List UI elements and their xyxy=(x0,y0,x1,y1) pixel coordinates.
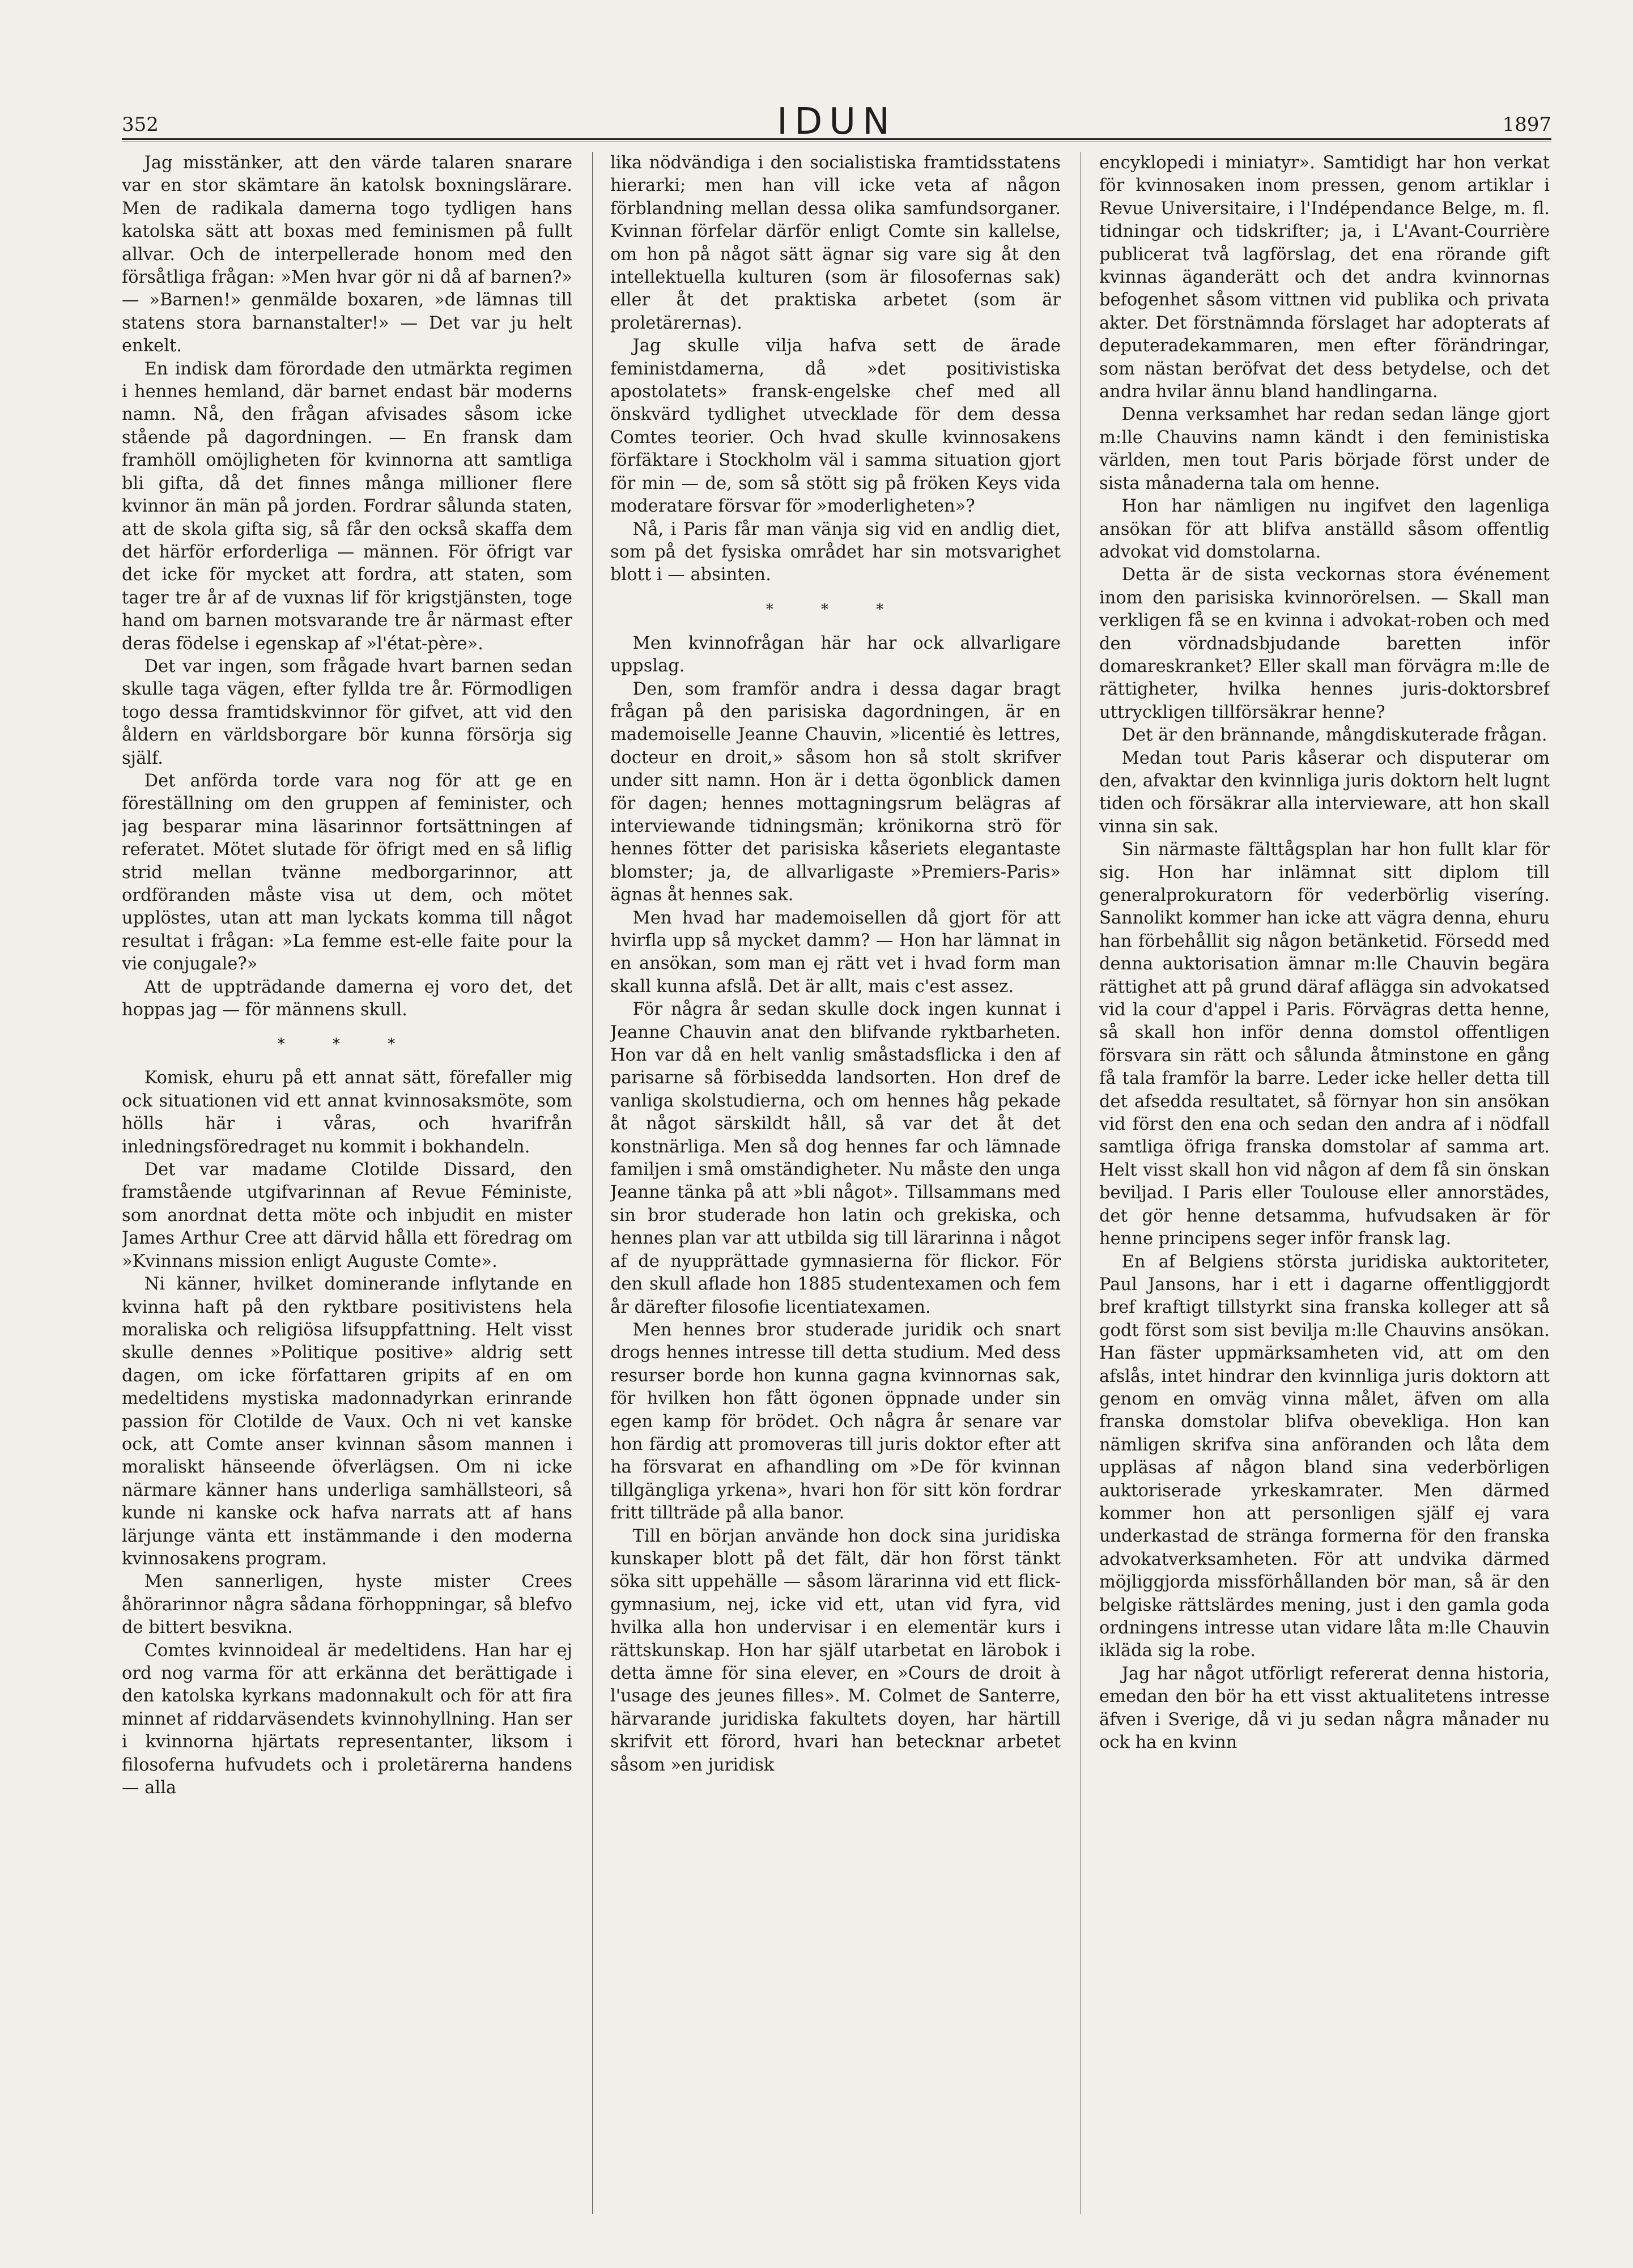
paragraph: Men hennes bror studerade juridik och snart drogs hennes intresse till detta studium. Med dess resurser borde hon kunna gagna kvinnornas sak, för hvilken hon fått ögonen öppnade under sin egen kamp för brödet. Och några år senare var hon färdig att promoveras till juris doktor efter att ha försvarat en afhandling om »De för kvinnan tillgängliga yrkena», hvari hon för sitt kön fordrar fritt tillträde på alla banor. xyxy=(610,1320,1061,1524)
page-number: 352 xyxy=(122,113,159,136)
paragraph: Ni känner, hvilket dominerande inflytande en kvinna haft på den ryktbare positivistens hela moraliska och religiösa lifsuppfattning. Helt visst skulle dennes »Politique positive» aldrig sett dagen, om icke författaren gripits af en om medeltidens mystiska madonnadyrkan erinrande passion för Clotilde de Vaux. Och ni vet kanske ock, att Comte anser kvinnan såsom mannen i moraliskt hänseende öfverlägsen. Om ni icke närmare känner hans underliga samhällsteori, så kunde ni kanske ock hafva narrats att af hans lärjunge vänta ett instämmande i den moderna kvinnosakens program. xyxy=(122,1274,572,1569)
paragraph: Jag skulle vilja hafva sett de ärade feministdamerna, då »det positivistiska apostolatets» fransk-engelske chef med all önskvärd tydlighet utvecklade för dem dessa Comtes teorier. Och hvad skulle kvinnosakens förfäktare i Stockholm väl i samma situation gjort för min — de, som så stött sig på fröken Keys vida moderatare försvar för »moderligheten»? xyxy=(610,336,1061,517)
paragraph: En indisk dam förordade den utmärkta regimen i hennes hemland, där barnet endast bär moderns namn. Nå, den frågan afvisades såsom icke stående på dagordningen. — En fransk dam framhöll omöjligheten för kvinnorna att samtliga bli gifta, då det finnes många millioner flere kvinnor än män på jorden. Fordrar sålunda staten, att de skola gifta sig, så får den också skaffa dem det härför erforderliga — männen. För öfrigt var det icke för mycket att fordra, att staten, som tager tre år af de vuxnas lif för krigstjänsten, toge hand om barnen motsvarande tre år närmast efter deras födelse i egenskap af »l'état-père». xyxy=(122,359,572,654)
paragraph: Jag har något utförligt refererat denna historia, emedan den bör ha ett visst aktualitetens intresse äfven i Sverige, då vi ju sedan några månader nu ock ha en kvinn xyxy=(1099,1663,1550,1753)
paragraph: Att de uppträdande damerna ej voro det, det hoppas jag — för männens skull. xyxy=(122,977,572,1020)
paragraph: Medan tout Paris kåserar och disputerar om den, afvaktar den kvinnliga juris doktorn helt lugnt tiden och försäkrar alla intervieware, att hon skall vinna sin sak. xyxy=(1099,748,1550,837)
paragraph: encyklopedi i miniatyr». Samtidigt har hon verkat för kvinnosaken inom pressen, genom artiklar i Revue Universitaire, i l'Indépendance Belge, m. fl. tidningar och tidskrifter; ja, i L'Avant-Courrière publicerat två lagförslag, det ena rörande gift kvinnas äganderätt och det andra kvinnornas befogenhet såsom vittnen vid publika och privata akter. Det förstnämnda förslaget har adopterats af deputeradekammaren, men efter förändringar, som nästan beröfvat det dess betydelse, och det andra hvilar ännu bland handlingarna. xyxy=(1099,153,1550,402)
paragraph: Jag misstänker, att den värde talaren snarare var en stor skämtare än katolsk boxningslärare. Men de radikala damerna togo tydligen hans katolska sätt att boxas med feminismen på fullt allvar. Och de interpellerade honom med den försåtliga frågan: »Men hvar gör ni då af barnen?» — »Barnen!» genmälde boxaren, »de lämnas till statens stora barnanstalter!» — Det var ju helt enkelt. xyxy=(122,153,572,356)
paragraph: Detta är de sista veckornas stora événement inom den parisiska kvinnorörelsen. — Skall man verkligen få se en kvinna i advokat-roben och med den vördnadsbjudande baretten inför domareskranket? Eller skall man förvägra m:lle de rättigheter, hvilka hennes juris-doktorsbref uttryckligen tillförsäkrar henne? xyxy=(1099,565,1550,722)
paragraph: För några år sedan skulle dock ingen kunnat i Jeanne Chauvin anat den blifvande ryktbarheten. Hon var då en helt vanlig småstadsflicka i den af parisarne så förbisedda landsorten. Hon dref de vanliga skolstudierna, och om hennes håg pekade åt något särskildt håll, så var det åt det konstnärliga. Men så dog hennes far och lämnade familjen i små omständigheter. Nu måste den unga Jeanne tänka på att »bli något». Tillsammans med sin bror studerade hon latin och grekiska, och hennes plan var att utbilda sig till lärarinna i något af de nyupprättade gymnasierna för flickor. För den skull aflade hon 1885 studentexamen och fem år därefter filosofie licentiatexamen. xyxy=(610,999,1061,1317)
header-rule xyxy=(122,138,1551,140)
paragraph: Hon har nämligen nu ingifvet den lagenliga ansökan för att blifva anställd såsom offentlig advokat vid domstolarna. xyxy=(1099,496,1550,562)
paragraph: En af Belgiens största juridiska auktoriteter, Paul Jansons, har i ett i dagarne offentliggjordt bref kraftigt tillstyrkt sina franska kolleger att så godt först som sist bevilja m:lle Chauvins ansökan. Han fäster uppmärksamheten vid, att om den afslås, intet hindrar den kvinnliga juris doktorn att genom en omväg vinna målet, äfven om alla franska domstolar blifva obevekliga. Hon kan nämligen skrifva sina anföranden och låta dem uppläsas af någon bland sina vederbörligen auktoriserade yrkeskamrater. Men därmed kommer hon att personligen själf ej vara underkastad de stränga formerna för den franska advokatverksamheten. För att undvika därmed möjliggjorda missförhållanden bör man, så är den belgiske rättslärdes mening, just i den gamla goda ordningens intresse utan vidare låta m:lle Chauvin ikläda sig la robe. xyxy=(1099,1252,1550,1661)
year: 1897 xyxy=(1502,113,1551,136)
paragraph: Men sannerligen, hyste mister Crees åhörarinnor några sådana förhoppningar, så blefvo de bittert besvikna. xyxy=(122,1572,572,1638)
paragraph: Men hvad har mademoisellen då gjort för att hvirfla upp så mycket damm? — Hon har lämnat in en ansökan, som man ej rätt vet i hvad form man skall kunna afslå. Det är allt, mais c'est assez. xyxy=(610,908,1061,997)
paragraph: Men kvinnofrågan här har ock allvarligare uppslag. xyxy=(610,633,1061,676)
column-1 xyxy=(122,152,572,2248)
paragraph: Comtes kvinnoideal är medeltidens. Han har ej ord nog varma för att erkänna det berättigade i den katolska kyrkans madonnakult och för att fira minnet af riddarväsendets kvinnohyllning. Han ser i kvinnorna hjärtats representanter, liksom i filosoferna hufvudets och i proletärerna handens — alla xyxy=(122,1640,572,1798)
paragraph: Det är den brännande, mångdiskuterade frågan. xyxy=(1121,725,1547,746)
paragraph: Det anförda torde vara nog för att ge en föreställning om den gruppen af feminister, och jag besparar mina läsarinnor fortsättningen af referatet. Mötet slutade för öfrigt med en så liflig strid mellan tvänne medborgarinnor, att ordföranden måste visa ut dem, och mötet upplöstes, utan att man lyckats komma till något resultat i frågan: »La femme est-elle faite pour la vie conjugale?» xyxy=(122,771,572,975)
paragraph: Det var ingen, som frågade hvart barnen sedan skulle taga vägen, efter fyllda tre år. Förmodligen togo dessa framtidskvinnor för gifvet, att vid den åldern en världsborgare bör kunna försörja sig själf. xyxy=(122,656,572,768)
paragraph: lika nödvändiga i den socialistiska framtidsstatens hierarki; men han vill icke veta af någon förblandning mellan dessa olika samfundsorganer. Kvinnan förfelar därför enligt Comte sin kallelse, om hon på något sätt ägnar sig vare sig åt den intellektuella kulturen (som är filosofernas sak) eller åt det praktiska arbetet (som är proletärernas). xyxy=(610,153,1061,333)
paragraph: Nå, i Paris får man vänja sig vid en andlig diet, som på det fysiska området har sin motsvarighet blott i — absinten. xyxy=(610,519,1061,585)
paragraph: Det var madame Clotilde Dissard, den framstående utgifvarinnan af Revue Féministe, som anordnat detta möte och inbjudit en mister James Arthur Cree att därvid hålla ett föredrag om »Kvinnans mission enligt Auguste Comte». xyxy=(122,1160,572,1271)
magazine-title: IDUN xyxy=(777,101,896,143)
column-2 xyxy=(610,152,1061,2248)
section-separator: * * * xyxy=(766,601,905,618)
paragraph: Sin närmaste fälttågsplan har hon fullt klar för sig. Hon har inlämnat sitt diplom till generalprokuratorn för vederbörlig viseríng. Sannolikt kommer han icke att vägra denna, ehuru han förbehållit sig någon betänketid. Försedd med denna auktorisation ämnar m:lle Chauvin begära rättighet att på grund däraf aflägga sin advokatsed vid la cour d'appel i Paris. Förvägras detta henne, så skall hon inför denna domstol offentligen försvara sin rätt och sålunda åtminstone en gång få tala framför la barre. Leder icke heller detta till det afsedda resultatet, så förnyar hon sin ansökan vid först den ena och sedan den andra af i nödfall samtliga öfriga franska domstolar af samma art. Helt visst skall hon vid någon af dem få sin önskan beviljad. I Paris eller Toulouse eller annorstädes, det gör henne detsamma, hufvudsaken är för henne principens seger inför fransk lag. xyxy=(1099,840,1550,1249)
paragraph: Den, som framför andra i dessa dagar bragt frågan på den parisiska dagordningen, är en mademoiselle Jeanne Chauvin, »licentié ès lettres, docteur en droit,» såsom hon så stolt skrifver under sitt namn. Hon är i detta ögonblick damen för dagen; hennes mottagningsrum belägras af interviewande tidningsmän; krönikorna strö för hennes fötter det parisiska kåseriets elegantaste blomster; ja, de allvarligaste »Premiers-Paris» ägnas åt hennes sak. xyxy=(610,679,1061,905)
section-separator: * * * xyxy=(277,1036,417,1053)
column-3 xyxy=(1099,152,1550,2248)
paragraph: Denna verksamhet har redan sedan länge gjort m:lle Chauvins namn kändt i den feministiska världen, men tout Paris började först under de sista månaderna tala om henne. xyxy=(1099,405,1550,493)
paragraph: Komisk, ehuru på ett annat sätt, förefaller mig ock situationen vid ett annat kvinnosaksmöte, som hölls här i våras, och hvarifrån inledningsföredraget nu kommit i bokhandeln. xyxy=(122,1068,572,1157)
column-divider xyxy=(592,152,593,2214)
paragraph: Till en början använde hon dock sina juridiska kunskaper blott på det fält, där hon först tänkt söka sitt uppehälle — såsom lärarinna vid ett flick-gymnasium, nej, icke vid ett, utan vid fyra, vid hvilka alla hon undervisar i en elementär kurs i rättskunskap. Hon har själf utarbetat en lärobok i detta ämne för sina elever, en »Cours de droit à l'usage des jeunes filles». M. Colmet de Santerre, härvarande juridiska fakultets doyen, har härtill skrifvit ett förord, hvari han betecknar arbetet såsom »en juridisk xyxy=(610,1526,1061,1775)
